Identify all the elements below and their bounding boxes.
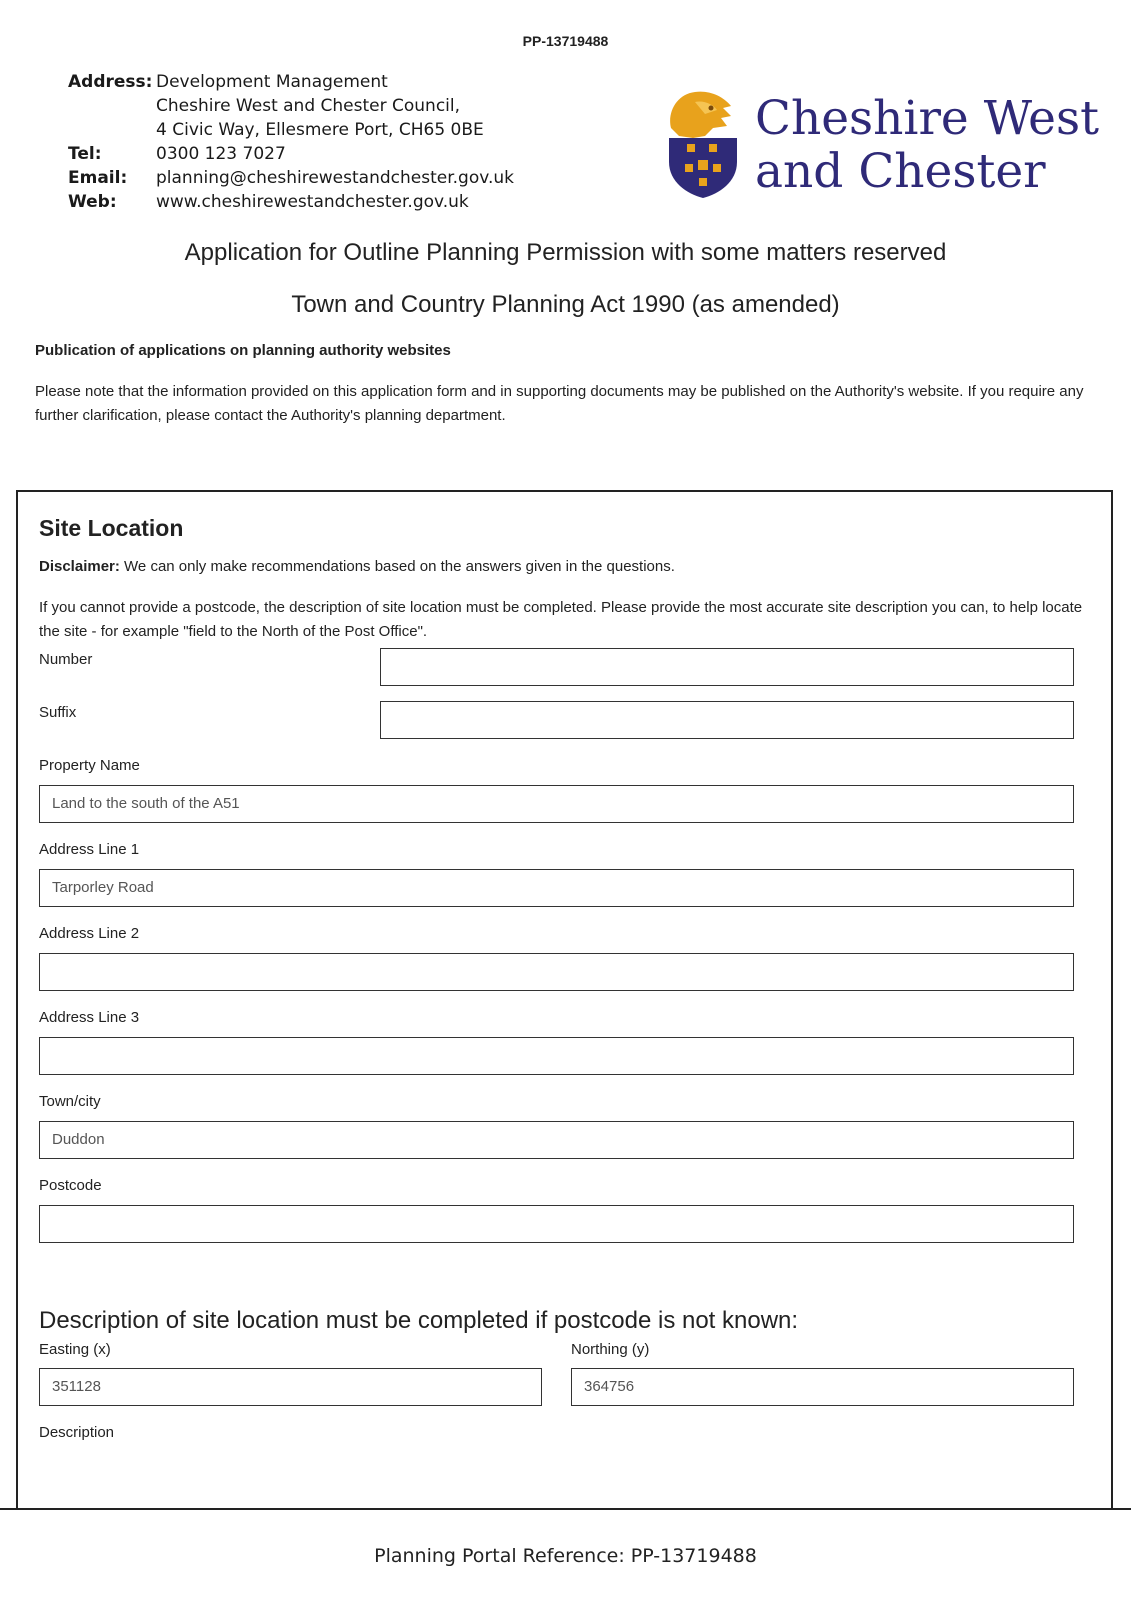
web-value: www.cheshirewestandchester.gov.uk <box>156 192 469 212</box>
address-line-1-field[interactable]: Tarporley Road <box>39 869 1074 907</box>
header-reference: PP-13719488 <box>522 33 609 49</box>
disclaimer <box>39 558 675 575</box>
brand-line-2: and Chester <box>755 144 1046 199</box>
form-subtitle: Town and Country Planning Act 1990 (as amended) <box>291 291 840 318</box>
tel-value: 0300 123 7027 <box>156 144 286 164</box>
northing-field[interactable]: 364756 <box>571 1368 1074 1406</box>
easting-label: Easting (x) <box>39 1341 111 1358</box>
address-line-3-label: Address Line 3 <box>39 1009 140 1026</box>
brand-line-1: Cheshire West <box>755 91 1099 146</box>
web-label: Web: <box>68 192 117 212</box>
form-title: Application for Outline Planning Permission with some matters reserved <box>184 239 947 266</box>
crest-icon <box>665 88 741 200</box>
site-location-section <box>16 490 1113 1510</box>
address-line-2-label: Address Line 2 <box>39 925 140 942</box>
address-line-3: 4 Civic Way, Ellesmere Port, CH65 0BE <box>156 120 484 140</box>
address-line-1-label: Address Line 1 <box>39 841 140 858</box>
easting-field[interactable]: 351128 <box>39 1368 542 1406</box>
address-line-2: Cheshire West and Chester Council, <box>156 96 461 116</box>
postcode-field[interactable] <box>39 1205 1074 1243</box>
town-city-field[interactable]: Duddon <box>39 1121 1074 1159</box>
address-line-2-field[interactable] <box>39 953 1074 991</box>
tel-label: Tel: <box>68 144 102 164</box>
number-label: Number <box>39 651 93 668</box>
council-logo <box>665 88 1099 203</box>
section-title: Site Location <box>39 515 184 541</box>
address-label: Address: <box>68 72 153 92</box>
suffix-label: Suffix <box>39 704 77 721</box>
contact-block <box>68 70 514 214</box>
brand-name <box>755 92 1099 198</box>
postcode-label: Postcode <box>39 1177 102 1194</box>
email-label: Email: <box>68 168 128 188</box>
description-label: Description <box>39 1424 115 1441</box>
disclaimer-label: Disclaimer: <box>39 558 120 575</box>
disclaimer-text: We can only make recommendations based on the answers given in the questions. <box>119 558 675 575</box>
page-divider <box>0 1508 1131 1510</box>
northing-label: Northing (y) <box>571 1341 650 1358</box>
help-text: If you cannot provide a postcode, the description of site location must be completed. Please provide the most accurate site description you can, to help locate the site - for example "field to the North of the Post Office". <box>39 599 1083 640</box>
address-line-1: Development Management <box>156 72 388 92</box>
footer-reference: Planning Portal Reference: PP-13719488 <box>374 1545 757 1567</box>
suffix-field[interactable] <box>380 701 1074 739</box>
publication-body: Please note that the information provided on this application form and in supporting documents may be published on the Authority's website. If you require any further clarification, please contact the Authority's planning department. <box>35 383 1084 424</box>
description-heading: Description of site location must be completed if postcode is not known: <box>39 1307 799 1334</box>
property-name-label: Property Name <box>39 757 140 774</box>
town-city-label: Town/city <box>39 1093 101 1110</box>
number-field[interactable] <box>380 648 1074 686</box>
property-name-field[interactable]: Land to the south of the A51 <box>39 785 1074 823</box>
address-line-3-field[interactable] <box>39 1037 1074 1075</box>
email-value: planning@cheshirewestandchester.gov.uk <box>156 168 514 188</box>
publication-heading: Publication of applications on planning authority websites <box>35 342 451 359</box>
